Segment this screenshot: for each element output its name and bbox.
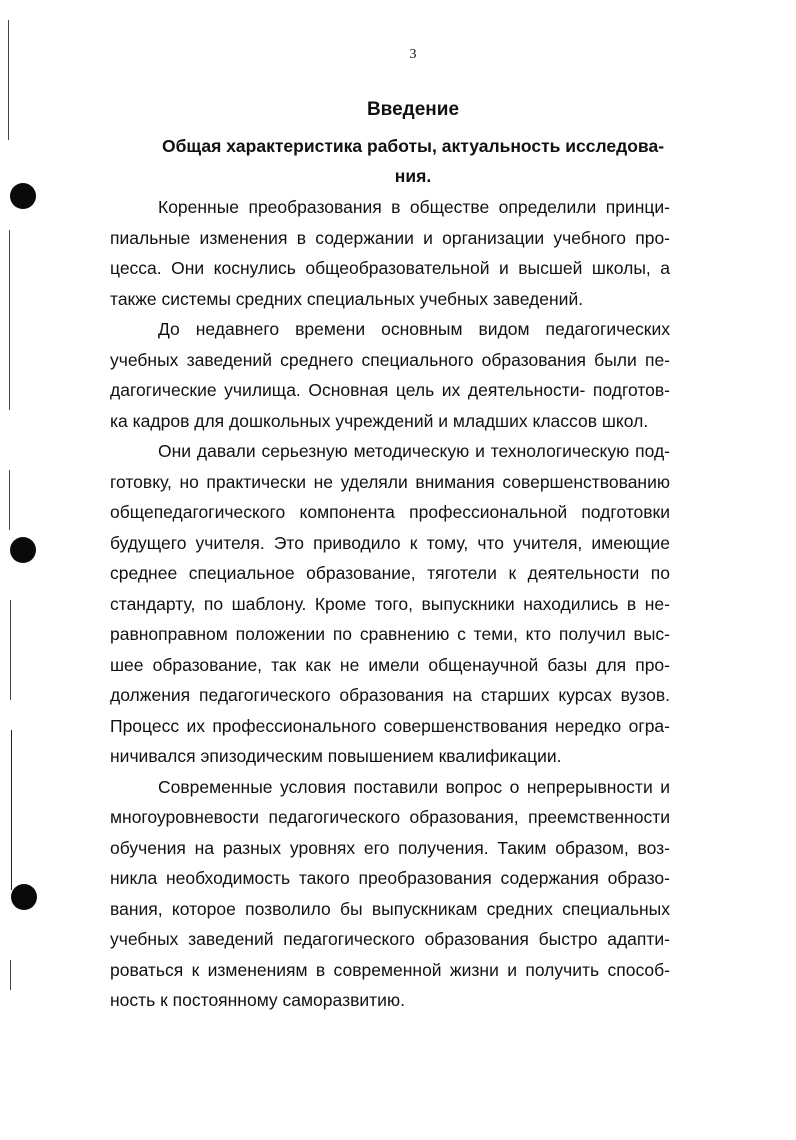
text-line: Они давали серьезную методическую и технологическую под- [158, 441, 670, 461]
text-line: Процесс их профессионального совершенствования нередко огра- [110, 715, 670, 736]
text-line: готовку, но практически не уделяли внимания совершенствованию [110, 471, 670, 492]
text-line: шее образование, так как не имели общенаучной базы для про- [110, 654, 670, 675]
text-line: Современные условия поставили вопрос о непрерывности и [158, 776, 670, 797]
scan-edge [0, 0, 40, 1140]
page-number: 3 [409, 47, 417, 62]
subtitle-line: ния. [394, 166, 432, 186]
text-line: дагогические училища. Основная цель их деятельности- подготов- [110, 380, 670, 400]
text-line: будущего учителя. Это приводило к тому, что учителя, имеющие [110, 532, 670, 553]
text-line: вания, которое позволило бы выпускникам средних специальных [110, 898, 670, 919]
text-line: ничивался эпизодическим повышением квалификации. [110, 746, 562, 766]
body-text [110, 192, 670, 1016]
punch-hole [10, 537, 36, 563]
text-line: также системы средних специальных учебных заведений. [110, 288, 584, 309]
section-title: Введение [366, 99, 460, 120]
text-line: Коренные преобразования в обществе определили принци- [158, 197, 670, 217]
scan-edge-line [9, 230, 10, 410]
punch-hole [11, 884, 37, 910]
text-line: учебных заведений среднего специального образования были пе- [110, 349, 670, 370]
text-line: ность к постоянному саморазвитию. [110, 990, 405, 1010]
text-line: пиальные изменения в содержании и организации учебного про- [110, 227, 670, 248]
text-line: многоуровневости педагогического образования, преемственности [110, 807, 670, 827]
scan-edge-line [9, 470, 10, 530]
paragraph [110, 436, 670, 772]
text-line: До недавнего времени основным видом педагогических [158, 319, 670, 339]
text-line: роваться к изменениям в современной жизни и получить способ- [110, 959, 670, 980]
paragraph [110, 772, 670, 1016]
section-subtitle [148, 131, 678, 191]
text-line: обучения на разных уровнях его получения. Таким образом, воз- [110, 837, 670, 858]
subtitle-line: Общая характеристика работы, актуальность исследова- [161, 136, 665, 156]
text-line: равноправном положении по сравнению с теми, кто получил выс- [110, 624, 670, 644]
scan-edge-line [10, 960, 11, 990]
text-line: учебных заведений педагогического образования быстро адапти- [110, 929, 670, 949]
text-line: общепедагогического компонента профессиональной подготовки [110, 502, 670, 522]
paragraph [110, 314, 670, 436]
text-line: должения педагогического образования на старших курсах вузов. [110, 685, 670, 705]
paragraph [110, 192, 670, 314]
text-line: среднее специальное образование, тяготели к деятельности по [110, 563, 670, 583]
text-line: никла необходимость такого преобразования содержания образо- [110, 868, 670, 888]
text-line: стандарту, по шаблону. Кроме того, выпускники находились в не- [110, 593, 670, 614]
scan-edge-line [8, 20, 9, 140]
punch-hole [10, 183, 36, 209]
text-line: цесса. Они коснулись общеобразовательной и высшей школы, а [110, 258, 670, 278]
scan-edge-line [11, 730, 12, 890]
scan-edge-line [10, 600, 11, 700]
text-line: ка кадров для дошкольных учреждений и младших классов школ. [110, 410, 649, 431]
